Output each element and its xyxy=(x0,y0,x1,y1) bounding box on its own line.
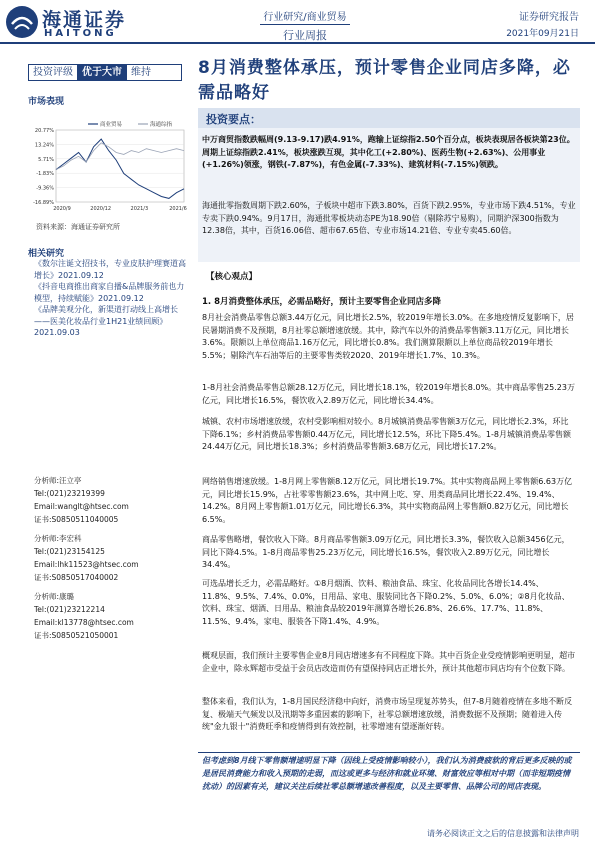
core-view-heading: 【核心观点】 xyxy=(206,272,258,282)
brand-en: HAITONG xyxy=(44,28,117,39)
paragraph-urban-rural: 城镇、农村市场增速放缓，农村受影响相对较小。8月城镇消费品零售额3万亿元，同比增长2.3%，环比下降6.1%；乡村消费品零售额0.44万亿元，同比增长12.5%，环比下降5.4%。1-8月城镇消费品零售额24.44万亿元，同比增长18.3%；乡村消费品零售额3.68万亿元，同比增长17.2%。 xyxy=(202,417,571,452)
key-point-2: 海通批零指数周期下跌2.60%，子板块中超市下跌3.80%，百货下跌2.95%，专业市场下跌4.51%，专业专卖下跌0.94%。9月17日，海通批零板块动态PE为18.90倍（剔除苏宁易购），同期沪深300指数为12.38倍，其中，百货16.06倍、超市67.65倍、专业市场14.21倍、专业专卖45.60倍。 xyxy=(202,201,576,236)
paragraph-retail-sales: 8月社会消费品零售总额3.44万亿元，同比增长2.5%，较2019年增长3.0%。在多地疫情反复影响下，居民暑期消费不及预期，8月社零总额增速放缓。其中，除汽车以外的消费品零售额3.11万亿元，同比增长3.6%。限额以上单位商品1.16万亿元，同比增长0.8%。我们测算限额以上单位商品较2019年增长5.5%；剔除汽车石油等后的主要零售类较2020、2019年增长1.7%、10.3%。 xyxy=(202,313,574,360)
rating-label: 投资评级 xyxy=(29,65,78,80)
analyst-tel: Tel:(021)23212214 xyxy=(34,605,105,614)
paragraph-online-sales: 网络销售增速放缓。1-8月网上零售额8.12万亿元，同比增长19.7%。其中实物商品网上零售额6.63万亿元，同比增长15.9%，占社零零售额23.6%，其中网上吃、穿、用类商品同比增长22.4%、19.4%、14.2%。8月网上零售额1.01万亿元，同比增长6.3%，其中实物商品网上零售额0.82万亿元，同比增长6.5%。 xyxy=(202,477,573,524)
x-tick-label: 2021/6 xyxy=(169,206,187,212)
analyst-tel: Tel:(021)23154125 xyxy=(34,547,105,556)
x-tick-label: 2020/12 xyxy=(90,206,112,212)
chart-source: 资料来源：海通证券研究所 xyxy=(36,223,120,231)
haitong-logo-icon xyxy=(6,6,38,38)
y-tick-label: 20.77% xyxy=(34,128,54,134)
paragraph-overall: 整体来看，我们认为，1-8月国民经济稳中向好，消费市场呈现复苏势头，但7-8月随着疫情在多地不断反复、极端天气频发以及汛期等多重因素的影响下，社零总额增速放缓，消费数据不及预期；随着进入传统"金九银十"消费旺季和疫情得到有效控制，社零增速有望逐渐好转。 xyxy=(202,697,573,732)
rating-action: 维持 xyxy=(131,67,151,78)
legend-label: 商业贸易 xyxy=(100,122,123,128)
report-title: 8月消费整体承压，预计零售企业同店多降，必需品略好 xyxy=(198,58,571,103)
paragraph-categories: 可选品增长乏力，必需品略好。①8月烟酒、饮料、粮油食品、珠宝、化妆品同比各增长14.4%、11.8%、9.5%、7.4%、0.0%，日用品、家电、服装同比各下降0.2%、5.0%、6.0%；②8月化妆品、饮料、珠宝、烟酒、日用品、粮油食品较2019年测算各增长26.8%、26.6%、17.7%、11.8%、11.5%、9.4%，家电、服装各下降1.4%、4.9%。 xyxy=(202,579,570,626)
analyst-name: 分析师:康璐 xyxy=(34,592,75,601)
y-tick-label: 5.71% xyxy=(38,156,54,163)
series-line-1 xyxy=(56,143,184,170)
y-tick-label: -1.83% xyxy=(36,171,54,178)
analyst-name: 分析师:汪立亭 xyxy=(34,476,82,485)
report-type: 行业周报 xyxy=(260,24,350,43)
analyst-contacts xyxy=(34,474,184,642)
disclaimer-note: 请务必阅读正文之后的信息披露和法律声明 xyxy=(427,829,579,838)
x-tick-label: 2020/9 xyxy=(53,206,71,212)
related-item[interactable]: 《抖音电商推出商家自播&品牌服务前也力模型，持续赋能》2021.09.12 xyxy=(34,282,185,303)
key-points-title: 投资要点： xyxy=(206,113,261,126)
related-research-title: 相关研究 xyxy=(28,249,65,259)
x-tick-label: 2021/3 xyxy=(130,206,149,212)
y-tick-label: -16.89% xyxy=(33,200,54,206)
analyst-cert: 证书:S0850517040002 xyxy=(34,573,119,582)
report-date: 2021年09月21日 xyxy=(506,29,579,39)
analyst-cert: 证书:S0850511040005 xyxy=(34,515,119,524)
section-1-heading: 1. 8月消费整体承压，必需品略好，预计主要零售企业同店多降 xyxy=(202,297,442,307)
rating-value: 优于大市 xyxy=(78,65,127,80)
brand-cn: 海通证券 xyxy=(42,9,127,31)
y-tick-label: -9.36% xyxy=(36,185,54,192)
series-line-0 xyxy=(56,139,184,198)
related-item[interactable]: 《品牌美观分化，新渠道打动线上高增长——医美化妆品行业1H21业绩回顾》2021.09.03 xyxy=(34,305,178,337)
header-rule xyxy=(0,42,595,44)
analyst-email[interactable]: Email:lhk11523@htsec.com xyxy=(34,560,139,569)
conclusion-text: 但考虑到8月线下零售额增速明显下降（因线上受疫情影响较小），我们认为消费疲软的背后更多反映的或是居民消费能力和收入预期的走弱，而这或更多与经济和就业环境、财富效应等相对中期（而非短期疫情扰动）的因素有关，建议关注后续社零总额增速改善程度，以及主要零售、品牌公司的同店表现。 xyxy=(202,756,572,791)
page-header xyxy=(0,0,595,50)
paragraph-same-store: 概观层面，我们预计主要零售企业8月同店增速多有不同程度下降。其中百货企业受疫情影响更明显，超市企业中，除永辉超市受益于会员店改造而仍有望保持同店正增长外，预计其他超市同店均有个位数下降。 xyxy=(202,651,576,673)
report-category: 行业研究/商业贸易 xyxy=(263,12,347,23)
analyst-tel: Tel:(021)23219399 xyxy=(34,489,105,498)
analyst-email[interactable]: Email:kl13778@htsec.com xyxy=(34,618,134,627)
paragraph-ytd-sales: 1-8月社会消费品零售总额28.12万亿元，同比增长18.1%，较2019年增长8.0%。其中商品零售25.23万亿元，同比增长16.5%，餐饮收入2.89万亿元，同比增长34.4%。 xyxy=(202,383,575,405)
key-point-1: 中万商贸指数跌幅周(9.13-9.17)跌4.91%，跑输上证综指2.50个百分点，板块表现居各板块第23位。周期上证综指跌2.41%，板块涨跌互现，其中化工(+2.80%)、医药生物(+2.63%)、公用事业(+1.26%)领涨，钢铁(-7.87%)，有色金属(-7.33%)、建筑材料(-7.15%)领跌。 xyxy=(202,135,575,170)
analyst-cert: 证书:S0850521050001 xyxy=(34,631,119,640)
market-performance-title: 市场表现 xyxy=(28,97,65,107)
related-research-list xyxy=(34,258,188,339)
report-label: 证券研究报告 xyxy=(519,12,579,23)
investment-rating xyxy=(28,64,182,81)
related-item[interactable]: 《数尔注诞文招技书，专业皮肤护理赛道高增长》2021.09.12 xyxy=(34,259,186,280)
y-tick-label: 13.24% xyxy=(34,142,54,149)
market-chart xyxy=(28,118,188,218)
analyst-name: 分析师:李宏科 xyxy=(34,534,82,543)
logo-mark-icon xyxy=(6,6,38,38)
paragraph-goods-catering: 商品零售略增，餐饮收入下降。8月商品零售额3.09万亿元，同比增长3.3%，餐饮收入总额3456亿元，同比下降4.5%。1-8月商品零售25.23万亿元，同比增长16.5%，餐饮收入2.89万亿元，同比增长34.4%。 xyxy=(202,535,570,570)
legend-label: 海通综指 xyxy=(150,122,173,128)
analyst-email[interactable]: Email:wanglt@htsec.com xyxy=(34,502,129,511)
